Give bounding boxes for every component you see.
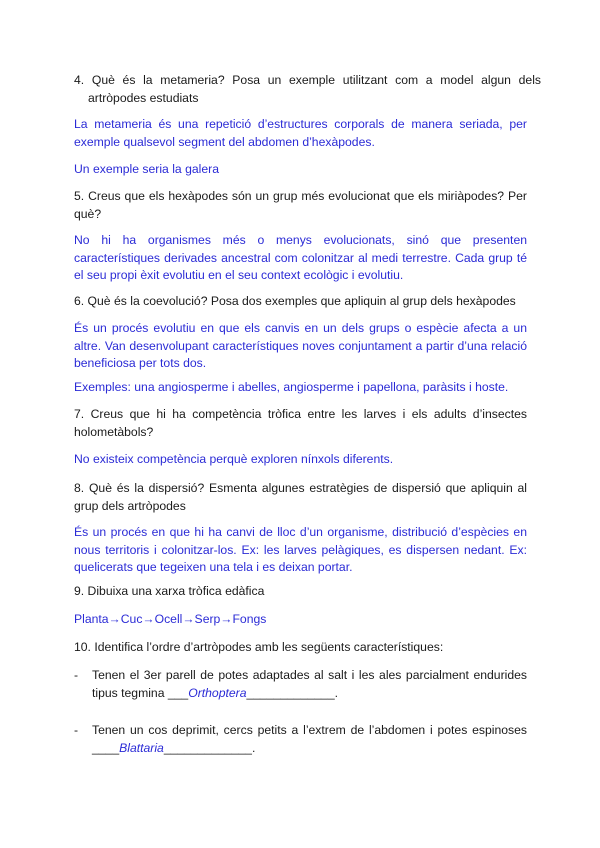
answer-6-definition: És un procés evolutiu en que els canvis en un dels grups o espècie afecta a un altre. Van desenvolupant característiques noves conjuntament a partir d’una relació beneficiosa per tots dos. xyxy=(74,321,527,370)
list-item-prompt: Tenen un cos deprimit, cercs petits a l’extrem de l’abdomen i potes espinoses ____ xyxy=(92,723,527,755)
answer-fill-blattaria: Blattaria xyxy=(119,740,164,755)
answer-8: És un procés en que hi ha canvi de lloc d’un organisme, distribució d’espècies en nous territoris i colonitzar-los. Ex: les larves pelàgiques, es dispersen nedant. Ex: quelicerats que tegeixen una tela i es deixan portar. xyxy=(74,525,527,574)
list-item-prompt: Tenen el 3er parell de potes adaptades al salt i les ales parcialment endurides tipus tegmina ___ xyxy=(92,668,527,700)
question-10: 10. Identifica l’ordre d’artròpodes amb les següents característiques: xyxy=(74,640,444,654)
list-dash: - xyxy=(74,723,79,737)
question-6: 6. Què és la coevolució? Posa dos exemples que apliquin al grup dels hexàpodes xyxy=(74,294,516,308)
answer-6-examples: Exemples: una angiosperme i abelles, angiosperme i papellona, paràsits i hoste. xyxy=(74,380,509,394)
answer-9-food-chain: Planta→Cuc→Ocell→Serp→Fongs xyxy=(74,612,267,626)
question-7: 7. Creus que hi ha competència tròfica entre les larves i els adults d’insectes holometàbols? xyxy=(74,407,527,439)
list-item xyxy=(74,722,527,757)
answer-7: No existeix competència perquè exploren nínxols diferents. xyxy=(74,452,394,466)
list-item-text xyxy=(92,722,527,757)
answer-4-example: Un exemple seria la galera xyxy=(74,162,219,176)
question-5: 5. Creus que els hexàpodes són un grup més evolucionat que els miriàpodes? Per què? xyxy=(74,189,527,221)
question-8: 8. Què és la dispersió? Esmenta algunes estratègies de dispersió que apliquin al grup dels artròpodes xyxy=(74,481,527,513)
blank-line: _____________. xyxy=(163,740,256,755)
list-dash: - xyxy=(74,668,79,682)
list-item-text xyxy=(92,667,527,702)
list-item xyxy=(74,667,527,702)
answer-fill-orthoptera: Orthoptera xyxy=(188,685,247,700)
question-9: 9. Dibuixa una xarxa tròfica edàfica xyxy=(74,584,265,598)
answer-5: No hi ha organismes més o menys evolucionats, sinó que presenten característiques derivades ancestral com colonitzar al medi terrestre. Cada grup té el seu propi èxit evolutiu en el seu context ecològic i evolutiu. xyxy=(74,233,527,282)
blank-line: _____________. xyxy=(246,685,338,700)
question-4: 4. Què és la metameria? Posa un exemple utilitzant com a model algun dels artròpodes estudiats xyxy=(74,73,541,105)
answer-4-definition: La metameria és una repetició d’estructures corporals de manera seriada, per exemple qualsevol segment del abdomen d’hexàpodes. xyxy=(74,117,527,149)
